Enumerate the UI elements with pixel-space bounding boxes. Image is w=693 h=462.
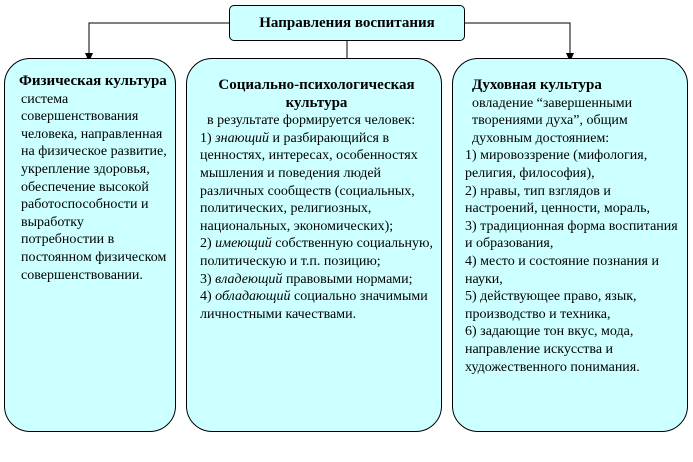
arrow-to-spiritual xyxy=(465,23,570,53)
spiritual-item: 1) мировоззрение (мифология, религия, философия), xyxy=(465,148,648,181)
header-title: Направления воспитания xyxy=(259,15,435,31)
spiritual-item: 2) нравы, тип взглядов и настроений, ценности, мораль, xyxy=(465,183,651,217)
arrow-to-physical xyxy=(89,23,229,53)
social-psych-culture-box xyxy=(186,58,442,432)
social-psych-intro: в результате формируется человек: xyxy=(207,113,416,129)
social-psych-item: 1) знающий и разбирающийся в ценностях, интересах, особенностях мышления и поведения людей различных сообществ (социальных, политических, религиозных, национальных, экономических); xyxy=(200,130,418,234)
spiritual-item: 4) место и состояние познания и науки, xyxy=(465,253,659,287)
spiritual-item: 3) традиционная форма воспитания и образования, xyxy=(465,218,678,252)
spiritual-intro: овладение “завершенными творениями духа”, общим духовным достоянием: xyxy=(472,95,633,146)
social-psych-item: 4) обладающий социально значимыми личностными качествами. xyxy=(200,289,428,322)
physical-culture-text: система совершенствования человека, направленная на физическое развитие, укрепление здоровья, обеспечение высокой работоспособности и выработку потребностии в постоянном физическом совершенствовании. xyxy=(21,91,167,283)
social-psych-item: 3) владеющий правовыми нормами; xyxy=(200,271,413,287)
social-psych-culture-title: Социально-психологическая культура xyxy=(218,77,415,111)
spiritual-item: 6) задающие тон вкус, мода, направление искусства и художественного понимания. xyxy=(465,324,640,375)
social-psych-item: 2) имеющий собственную социальную, политическую и т.п. позицию; xyxy=(200,236,433,269)
physical-culture-title: Физическая культура xyxy=(19,73,167,89)
physical-culture-box xyxy=(4,58,176,432)
spiritual-item: 5) действующее право, язык, производство и техника, xyxy=(465,289,637,322)
header-box xyxy=(229,5,465,41)
spiritual-culture-box xyxy=(452,58,688,432)
spiritual-culture-title: Духовная культура xyxy=(472,77,602,93)
